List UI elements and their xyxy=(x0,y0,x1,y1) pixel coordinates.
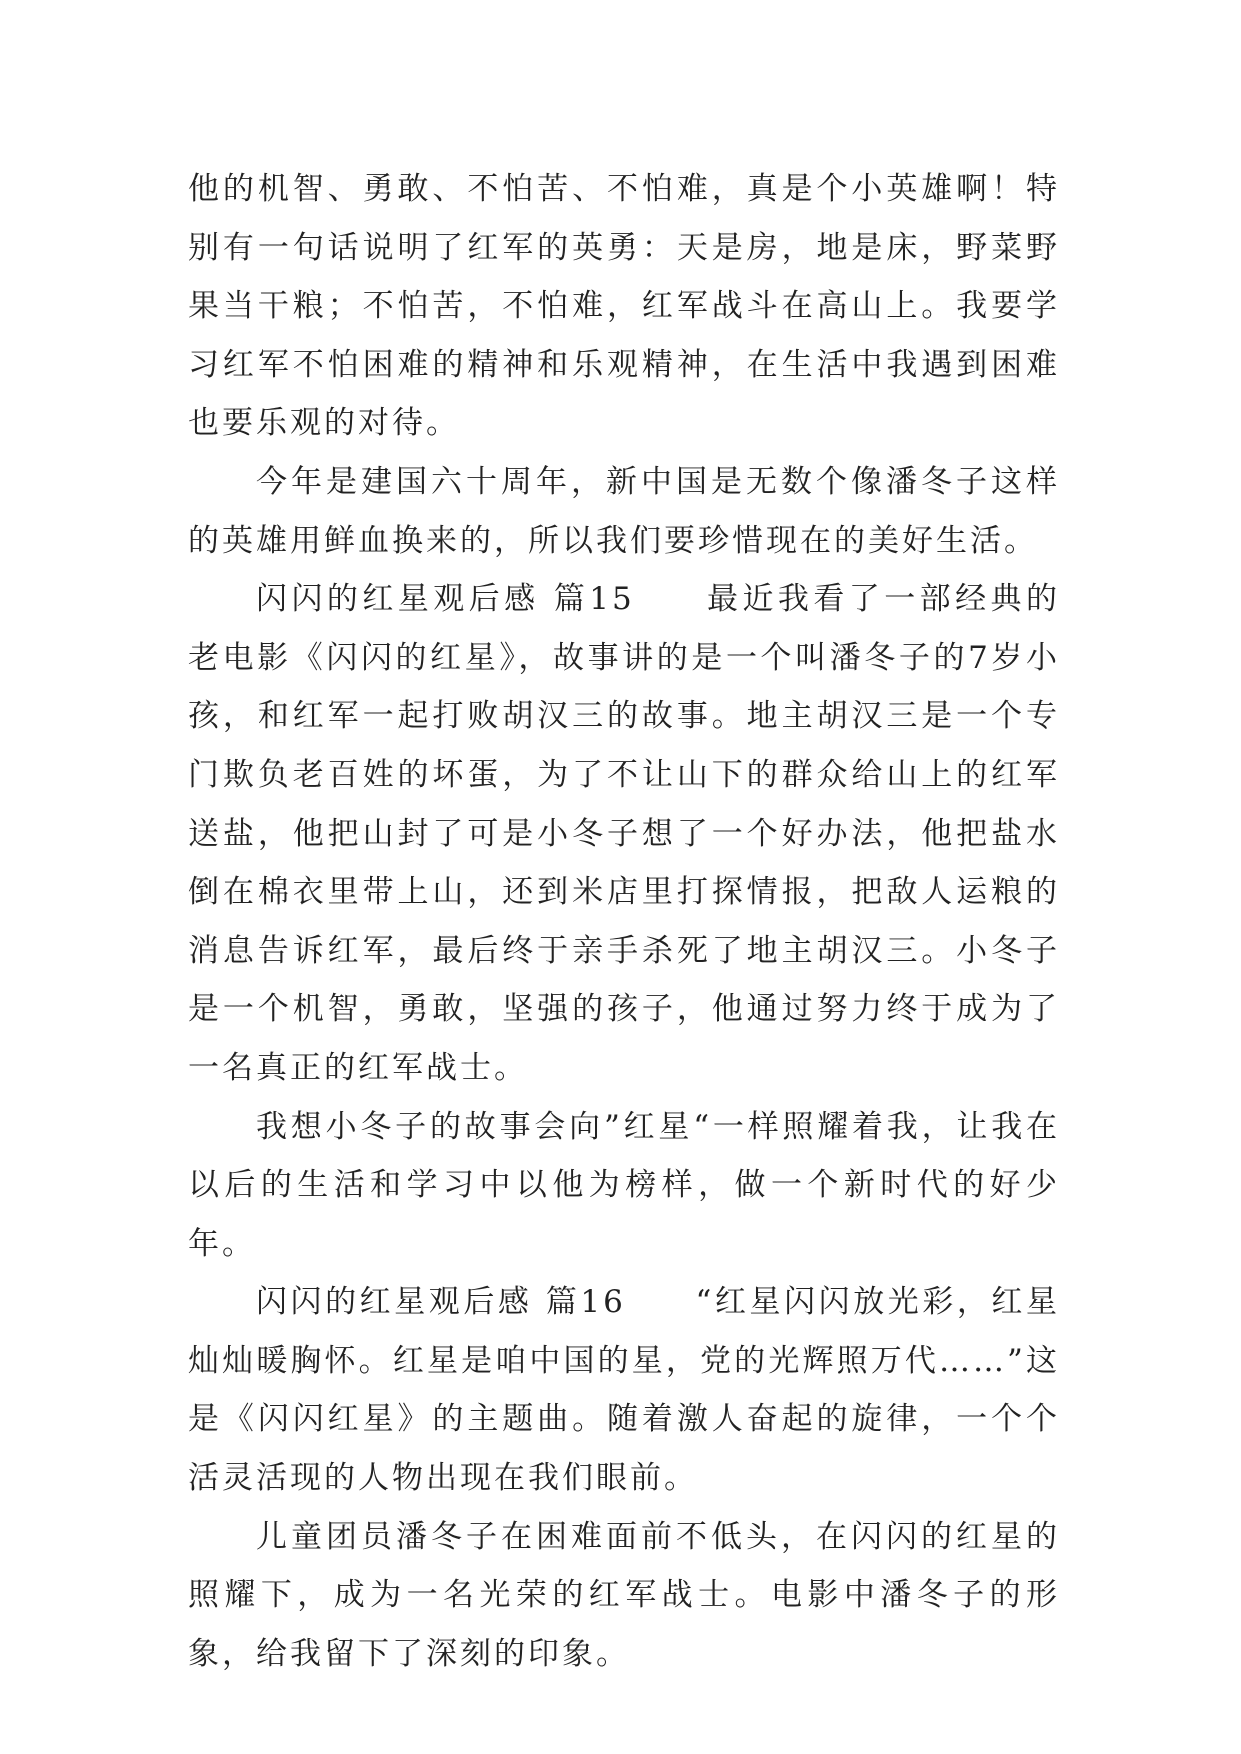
paragraph-1: 他的机智、勇敢、不怕苦、不怕难，真是个小英雄啊！特别有一句话说明了红军的英勇：天是房，地是床，野菜野果当干粮；不怕苦，不怕难，红军战斗在高山上。我要学习红军不怕困难的精神和乐观精神，在生活中我遇到困难也要乐观的对待。 xyxy=(188,171,1060,442)
paragraph-6: 儿童团员潘冬子在困难面前不低头，在闪闪的红星的照耀下，成为一名光荣的红军战士。电影中潘冬子的形象，给我留下了深刻的印象。 xyxy=(188,1518,1060,1672)
paragraph-3: 闪闪的红星观后感 篇15 最近我看了一部经典的老电影《闪闪的红星》，故事讲的是一个叫潘冬子的7岁小孩，和红军一起打败胡汉三的故事。地主胡汉三是一个专门欺负老百姓的坏蛋，为了不让山下的群众给山上的红军送盐，他把山封了可是小冬子想了一个好办法，他把盐水倒在棉衣里带上山，还到米店里打探情报，把敌人运粮的消息告诉红军，最后终于亲手杀死了地主胡汉三。小冬子是一个机智，勇敢，坚强的孩子，他通过努力终于成为了一名真正的红军战士。 xyxy=(188,581,1060,1086)
paragraph-4: 我想小冬子的故事会向”红星“一样照耀着我，让我在以后的生活和学习中以他为榜样，做一个新时代的好少年。 xyxy=(188,1108,1060,1262)
paragraph-5: 闪闪的红星观后感 篇16 “红星闪闪放光彩，红星灿灿暖胸怀。红星是咱中国的星，党的光辉照万代……”这是《闪闪红星》的主题曲。随着激人奋起的旋律，一个个活灵活现的人物出现在我们眼前。 xyxy=(188,1284,1060,1497)
paragraph-2: 今年是建国六十周年，新中国是无数个像潘冬子这样的英雄用鲜血换来的，所以我们要珍惜现在的美好生活。 xyxy=(188,463,1060,559)
document-body xyxy=(188,160,1060,1683)
